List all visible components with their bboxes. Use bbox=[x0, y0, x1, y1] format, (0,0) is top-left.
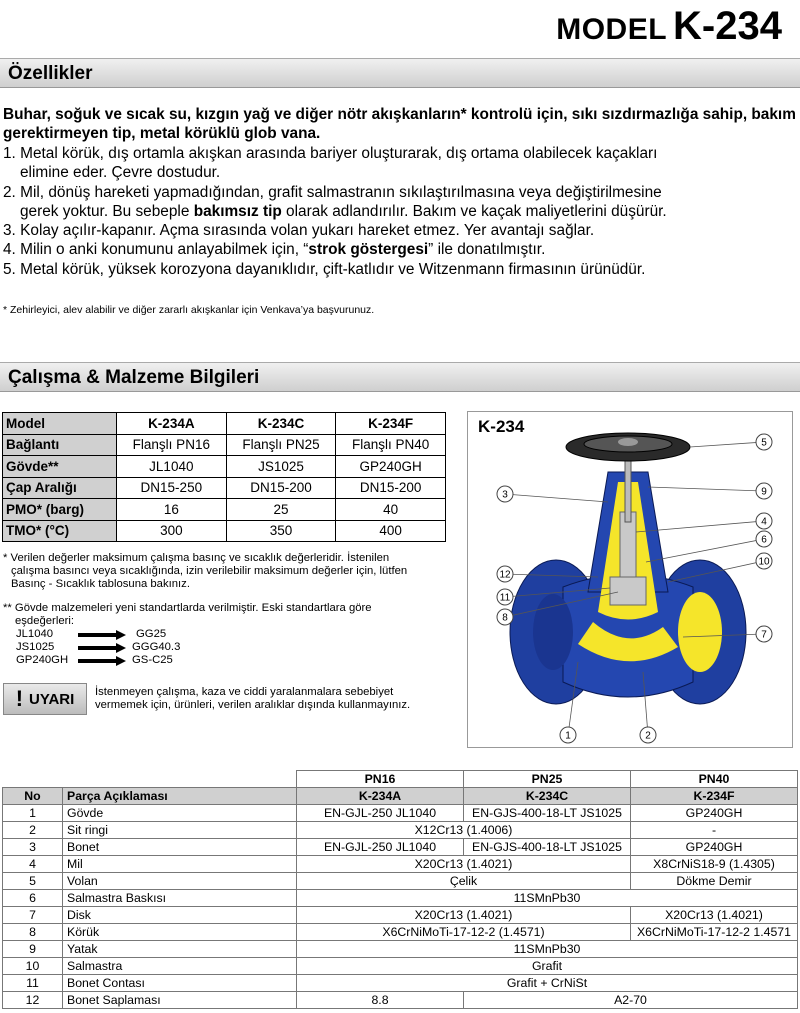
warning-badge bbox=[3, 683, 87, 715]
spec-value: 400 bbox=[336, 520, 446, 542]
part-material: X20Cr13 (1.4021) bbox=[631, 907, 798, 924]
parts-row bbox=[3, 924, 798, 941]
spec-value: 16 bbox=[117, 499, 227, 521]
model-title bbox=[556, 4, 782, 49]
part-material: X12Cr13 (1.4006) bbox=[297, 822, 631, 839]
part-no: 9 bbox=[3, 941, 63, 958]
arrow-right-icon bbox=[78, 631, 128, 639]
spec-label: Gövde** bbox=[3, 456, 117, 478]
spec-value: JL1040 bbox=[117, 456, 227, 478]
part-description: Volan bbox=[63, 873, 297, 890]
working-section-bar bbox=[0, 362, 800, 392]
spec-row bbox=[3, 520, 446, 542]
feature-item: 2. Mil, dönüş hareketi yapmadığından, grafit salmastranın sıkılaştırılmasına veya değiştirilmesine gerek yoktur. Bu sebeple bakımsız tip olarak adlandırılır. Bakım ve kaçak maliyetlerini düşürür. bbox=[3, 183, 667, 220]
part-material: 11SMnPb30 bbox=[297, 941, 798, 958]
features-footnote: * Zehirleyici, alev alabilir ve diğer zararlı akışkanlar için Venkava’ya başvurunuz. bbox=[3, 304, 375, 316]
warning-icon: ! bbox=[15, 686, 24, 711]
feature-item: 4. Milin o anki konumunu anlayabilmek için, “strok göstergesi” ile donatılmıştır. bbox=[3, 241, 546, 259]
feature-item: 1. Metal körük, dış ortamla akışkan arasında bariyer oluşturarak, dış ortama olabilecek kaçakları elimine eder. Çevre dostudur. bbox=[3, 145, 658, 182]
part-material: Grafit bbox=[297, 958, 798, 975]
spec-row bbox=[3, 413, 446, 435]
features-list bbox=[3, 144, 798, 279]
material-note: ** Gövde malzemeleri yeni standartlarda verilmiştir. Eski standartlara göre eşdeğerleri: bbox=[3, 602, 372, 628]
callout-leader-line bbox=[505, 494, 608, 502]
warning-text: İstenmeyen çalışma, kaza ve ciddi yaralanmalara sebebiyet vermemek için, ürünleri, verilen aralıklar dışında kullanmayınız. bbox=[95, 686, 411, 712]
spec-value: 300 bbox=[117, 520, 227, 542]
part-description: Bonet Saplaması bbox=[63, 992, 297, 1009]
parts-row bbox=[3, 992, 798, 1009]
part-material: X6CrNiMoTi-17-12-2 (1.4571) bbox=[297, 924, 631, 941]
part-no: 11 bbox=[3, 975, 63, 992]
callout-leader-line bbox=[648, 487, 764, 491]
part-description: Bonet Contası bbox=[63, 975, 297, 992]
feature-item: 5. Metal körük, yüksek korozyona dayanıklıdır, çift-katlıdır ve Witzenmann firmasının ürünüdür. bbox=[3, 260, 646, 278]
spec-value: 350 bbox=[226, 520, 336, 542]
callout-number: 6 bbox=[761, 534, 767, 546]
callout-number: 10 bbox=[758, 556, 770, 568]
part-material: X6CrNiMoTi-17-12-2 1.4571 bbox=[631, 924, 798, 941]
valve-cutaway-illustration bbox=[468, 412, 794, 749]
features-intro: Buhar, soğuk ve sıcak su, kızgın yağ ve diğer nötr akışkanların* kontrolü için, sıkı sızdırmazlığa sahip, bakım gerektirmeyen tip, metal körüklü glob vana. bbox=[3, 106, 796, 142]
part-material: GP240GH bbox=[631, 805, 798, 822]
part-material: X8CrNiS18-9 (1.4305) bbox=[631, 856, 798, 873]
part-material: - bbox=[631, 822, 798, 839]
part-no: 4 bbox=[3, 856, 63, 873]
part-material: 8.8 bbox=[297, 992, 464, 1009]
spec-value: 40 bbox=[336, 499, 446, 521]
callout-number: 3 bbox=[502, 489, 508, 501]
features-section-bar bbox=[0, 58, 800, 88]
spec-value: Flanşlı PN25 bbox=[226, 434, 336, 456]
working-section-title: Çalışma & Malzeme Bilgileri bbox=[8, 367, 260, 388]
callout-number: 8 bbox=[502, 612, 508, 624]
spec-label: Bağlantı bbox=[3, 434, 117, 456]
part-description: Bonet bbox=[63, 839, 297, 856]
parts-row bbox=[3, 958, 798, 975]
part-material: EN-GJS-400-18-LT JS1025 bbox=[464, 839, 631, 856]
diagram-title: K-234 bbox=[478, 417, 525, 436]
part-description: Mil bbox=[63, 856, 297, 873]
part-material: Çelik bbox=[297, 873, 631, 890]
parts-row bbox=[3, 890, 798, 907]
equivalent-row: JL1040 GG25 bbox=[16, 628, 167, 640]
callout-number: 5 bbox=[761, 437, 767, 449]
handwheel bbox=[566, 433, 690, 461]
features-section-title: Özellikler bbox=[8, 63, 93, 84]
spec-table bbox=[2, 412, 446, 542]
part-no: 5 bbox=[3, 873, 63, 890]
callout-number: 12 bbox=[499, 569, 511, 581]
equivalent-row: GP240GH GS-C25 bbox=[16, 654, 173, 666]
parts-row bbox=[3, 839, 798, 856]
spec-value: GP240GH bbox=[336, 456, 446, 478]
parts-row bbox=[3, 907, 798, 924]
part-material: A2-70 bbox=[464, 992, 798, 1009]
part-no: 12 bbox=[3, 992, 63, 1009]
arrow-right-icon bbox=[78, 644, 128, 652]
spec-value: DN15-200 bbox=[336, 477, 446, 499]
spec-label: TMO* (°C) bbox=[3, 520, 117, 542]
spec-value: DN15-250 bbox=[117, 477, 227, 499]
column-header-model: K-234A bbox=[297, 788, 464, 805]
spec-row bbox=[3, 499, 446, 521]
spec-value: DN15-200 bbox=[226, 477, 336, 499]
part-description: Gövde bbox=[63, 805, 297, 822]
parts-row bbox=[3, 805, 798, 822]
column-header-model: K-234C bbox=[464, 788, 631, 805]
pressure-header: PN25 bbox=[464, 771, 631, 788]
part-material: X20Cr13 (1.4021) bbox=[297, 907, 631, 924]
callout-number: 4 bbox=[761, 516, 767, 528]
pressure-header: PN16 bbox=[297, 771, 464, 788]
valve-body bbox=[510, 452, 746, 704]
callout-number: 1 bbox=[565, 730, 571, 742]
pressure-header-row bbox=[3, 771, 798, 788]
spec-value: Flanşlı PN16 bbox=[117, 434, 227, 456]
part-material: Dökme Demir bbox=[631, 873, 798, 890]
valve-diagram bbox=[467, 411, 793, 748]
arrow-right-icon bbox=[78, 657, 128, 665]
part-material: EN-GJL-250 JL1040 bbox=[297, 839, 464, 856]
warning-label: UYARI bbox=[29, 690, 75, 708]
model-prefix: MODEL bbox=[556, 13, 668, 46]
parts-row bbox=[3, 941, 798, 958]
part-no: 2 bbox=[3, 822, 63, 839]
part-material: GP240GH bbox=[631, 839, 798, 856]
part-description: Disk bbox=[63, 907, 297, 924]
callout-leader-line bbox=[646, 539, 764, 562]
parts-table bbox=[2, 770, 798, 1009]
spec-label: Model bbox=[3, 413, 117, 435]
pressure-header: PN40 bbox=[631, 771, 798, 788]
parts-row bbox=[3, 856, 798, 873]
part-no: 10 bbox=[3, 958, 63, 975]
column-header-no: No bbox=[3, 788, 63, 805]
spec-value: Flanşlı PN40 bbox=[336, 434, 446, 456]
part-description: Salmastra Baskısı bbox=[63, 890, 297, 907]
spec-row bbox=[3, 434, 446, 456]
equivalent-row: JS1025 GGG40.3 bbox=[16, 641, 181, 653]
part-no: 7 bbox=[3, 907, 63, 924]
part-description: Salmastra bbox=[63, 958, 297, 975]
spec-value: K-234F bbox=[336, 413, 446, 435]
model-code: K-234 bbox=[673, 4, 782, 48]
parts-row bbox=[3, 873, 798, 890]
callout-number: 7 bbox=[761, 629, 767, 641]
spec-value: JS1025 bbox=[226, 456, 336, 478]
spec-label: PMO* (barg) bbox=[3, 499, 117, 521]
callout-number: 11 bbox=[499, 592, 511, 604]
column-header-desc: Parça Açıklaması bbox=[63, 788, 297, 805]
part-no: 1 bbox=[3, 805, 63, 822]
material-equivalents bbox=[16, 628, 180, 667]
part-material: Grafit + CrNiSt bbox=[297, 975, 798, 992]
part-description: Sit ringi bbox=[63, 822, 297, 839]
part-no: 6 bbox=[3, 890, 63, 907]
part-description: Yatak bbox=[63, 941, 297, 958]
column-header-model: K-234F bbox=[631, 788, 798, 805]
spec-value: 25 bbox=[226, 499, 336, 521]
parts-header-row bbox=[3, 788, 798, 805]
part-material: EN-GJL-250 JL1040 bbox=[297, 805, 464, 822]
callout-number: 2 bbox=[645, 730, 651, 742]
spec-value: K-234A bbox=[117, 413, 227, 435]
part-material: EN-GJS-400-18-LT JS1025 bbox=[464, 805, 631, 822]
part-no: 8 bbox=[3, 924, 63, 941]
part-description: Körük bbox=[63, 924, 297, 941]
spec-value: K-234C bbox=[226, 413, 336, 435]
part-material: 11SMnPb30 bbox=[297, 890, 798, 907]
pressure-note: * Verilen değerler maksimum çalışma basınç ve sıcaklık değerleridir. İstenilen çalışma basıncı veya sıcaklığında, izin verilebilir maksimum değerler için, lütfen Basınç - Sıcaklık tablosuna bakınız. bbox=[3, 552, 408, 591]
part-no: 3 bbox=[3, 839, 63, 856]
spec-label: Çap Aralığı bbox=[3, 477, 117, 499]
parts-row bbox=[3, 822, 798, 839]
feature-item: 3. Kolay açılır-kapanır. Açma sırasında volan yukarı hareket etmez. Yer avantajı sağlar. bbox=[3, 222, 595, 240]
spec-row bbox=[3, 456, 446, 478]
part-material: X20Cr13 (1.4021) bbox=[297, 856, 631, 873]
callout-number: 9 bbox=[761, 486, 767, 498]
callout-leader-line bbox=[690, 442, 764, 447]
spec-row bbox=[3, 477, 446, 499]
parts-row bbox=[3, 975, 798, 992]
